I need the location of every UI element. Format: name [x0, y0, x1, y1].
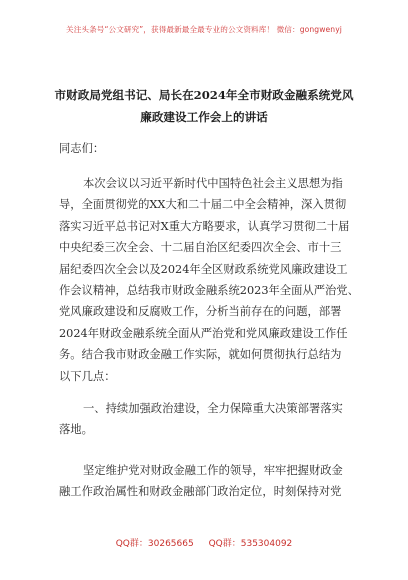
intro-line: 2024年财政金融系统全面从严治党和党风廉政建设工作任	[59, 326, 348, 340]
intro-line: 作会议精神，总结我市财政金融系统2023年全面从严治党、	[59, 284, 359, 298]
salutation-text: 同志们：	[59, 142, 105, 155]
paragraph-line: 坚定维护党对财政金融工作的领导，牢牢把握财政金	[83, 464, 343, 477]
salutation	[59, 138, 359, 159]
section-heading-line: 落地。	[59, 423, 93, 437]
footer-qq-group-2: QQ群：535304092	[208, 539, 293, 549]
intro-line: 导，全面贯彻党的XX大和二十届二中全会精神，深入贯彻	[59, 198, 347, 212]
paragraph-2	[59, 460, 359, 503]
footer-qq-group-1: QQ群：30265665	[115, 539, 194, 549]
paragraph-line: 融工作政治属性和财政金融部门政治定位，时刻保持对党	[59, 485, 342, 499]
intro-line: 党风廉政建设和反腐败工作，分析当前存在的问题，部署	[59, 305, 342, 319]
intro-line: 本次会议以习近平新时代中国特色社会主义思想为指	[83, 177, 343, 190]
section-heading-1	[59, 398, 359, 441]
intro-line: 届纪委四次全会以及2024年全区财政系统党风廉政建设工	[59, 262, 348, 276]
header-banner: 关注头条号“公文研究”，获得最新最全最专业的公文资料库！ 微信：gongwenyj	[66, 25, 342, 34]
document-title	[40, 84, 368, 128]
intro-line: 中央纪委三次全会、十二届自治区纪委四次全会、市十三	[59, 241, 342, 255]
section-heading-line: 一、持续加强政治建设，全力保障重大决策部署落实	[83, 402, 343, 415]
intro-line: 务。结合我市财政金融工作实际，就如何贯彻执行总结为	[59, 348, 342, 362]
title-line-2: 廉政建设工作会上的讲话	[140, 110, 268, 124]
intro-line: 落实习近平总书记对X重大方略要求，认真学习贯彻二十届	[59, 219, 350, 233]
intro-line: 以下几点：	[59, 369, 116, 383]
title-line-1: 市财政局党组书记、局长在2024年全市财政金融系统党风	[54, 88, 354, 102]
footer-contact	[0, 536, 408, 549]
intro-paragraph	[59, 173, 359, 387]
